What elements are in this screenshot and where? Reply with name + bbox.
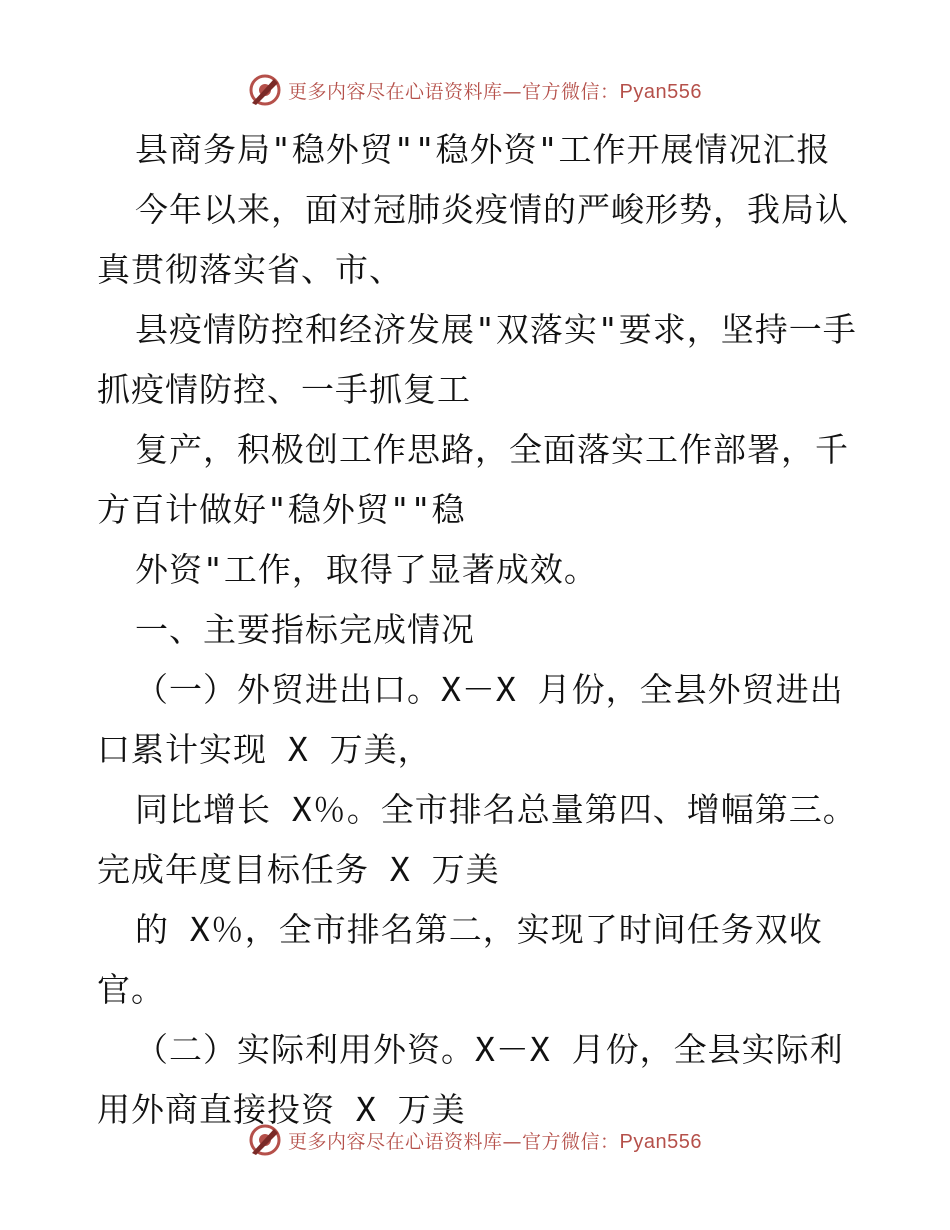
document-line: 一、主要指标完成情况 xyxy=(135,610,475,649)
document-line: 县商务局"稳外贸""稳外资"工作开展情况汇报 xyxy=(135,130,831,169)
document-line: （一）外贸进出口。X－X 月份，全县外贸进出 xyxy=(135,670,844,709)
watermark-footer xyxy=(0,1120,950,1160)
document-line: 同比增长 X％。全市排名总量第四、增幅第三。 xyxy=(135,790,857,829)
document-line: 抓疫情防控、一手抓复工 xyxy=(97,370,471,409)
pen-logo-icon xyxy=(248,73,282,107)
document-line: 官。 xyxy=(97,970,165,1009)
document-line: （二）实际利用外资。X－X 月份，全县实际利 xyxy=(135,1030,844,1069)
document-line: 口累计实现 X 万美， xyxy=(97,730,432,769)
document-line: 外资"工作，取得了显著成效。 xyxy=(135,550,598,589)
watermark-header xyxy=(0,70,950,110)
document-line: 用外商直接投资 X 万美 xyxy=(97,1090,466,1129)
document-line: 方百计做好"稳外贸""稳 xyxy=(97,490,466,529)
document-line: 真贯彻落实省、市、 xyxy=(97,250,403,289)
document-line: 复产，积极创工作思路，全面落实工作部署，千 xyxy=(135,430,849,469)
document-line: 今年以来，面对冠肺炎疫情的严峻形势，我局认 xyxy=(135,190,849,229)
document-line: 完成年度目标任务 X 万美 xyxy=(97,850,500,889)
watermark-text: 更多内容尽在心语资料库—官方微信：Pyan556 xyxy=(288,1130,702,1153)
document-body xyxy=(97,120,857,1140)
pen-logo-icon xyxy=(248,1123,282,1157)
watermark-text: 更多内容尽在心语资料库—官方微信：Pyan556 xyxy=(288,80,702,103)
document-line: 的 X％，全市排名第二，实现了时间任务双收 xyxy=(135,910,823,949)
document-line: 县疫情防控和经济发展"双落实"要求，坚持一手 xyxy=(135,310,857,349)
